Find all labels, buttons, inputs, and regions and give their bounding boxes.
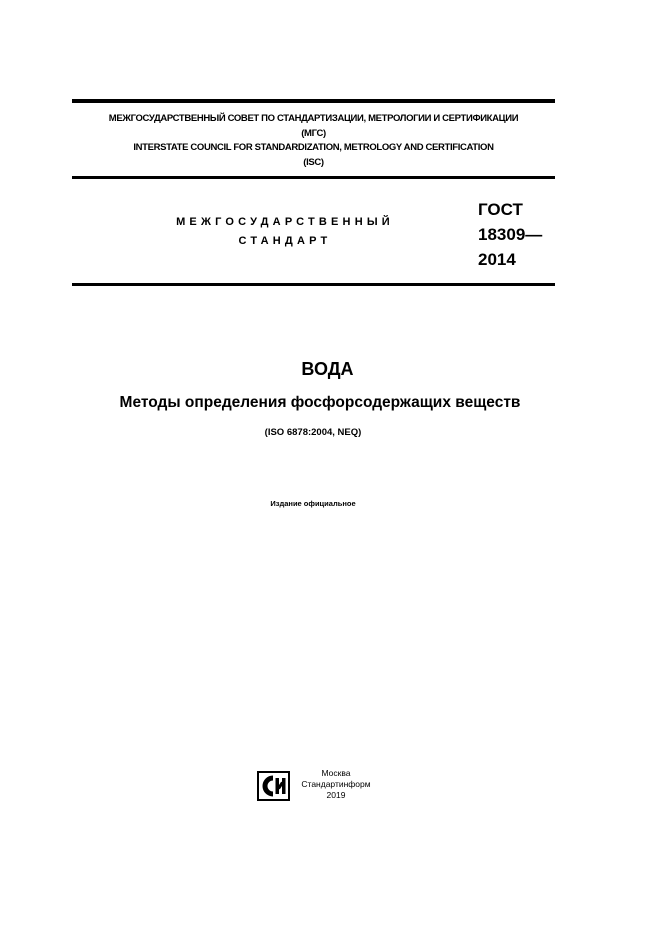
standartinform-logo-icon (257, 771, 290, 801)
standard-type-line-1: МЕЖГОСУДАРСТВЕННЫЙ (176, 216, 394, 228)
council-name-ru: МЕЖГОСУДАРСТВЕННЫЙ СОВЕТ ПО СТАНДАРТИЗАЦИИ, МЕТРОЛОГИИ И СЕРТИФИКАЦИИ (108, 113, 519, 124)
gost-designation (478, 197, 542, 272)
publication-year: 2019 (326, 790, 346, 800)
council-name-en: INTERSTATE COUNCIL FOR STANDARDIZATION, METROLOGY AND CERTIFICATION (133, 142, 494, 153)
edition-note: Издание официальное (270, 499, 356, 508)
document-subtitle: Методы определения фосфорсодержащих веществ (119, 394, 521, 411)
publisher-info (290, 768, 382, 801)
header-middle-rule (72, 176, 555, 179)
gost-prefix: ГОСТ (478, 200, 523, 219)
iso-reference: (ISO 6878:2004, NEQ) (264, 427, 362, 438)
document-title: ВОДА (301, 359, 354, 379)
council-abbr-ru: (МГС) (301, 127, 326, 139)
publisher-name: Стандартинформ (301, 779, 371, 789)
gost-number: 18309— (478, 225, 543, 244)
header-bottom-rule (72, 283, 555, 286)
council-abbr-en: (ISC) (303, 156, 324, 168)
gost-year: 2014 (478, 250, 516, 269)
council-header (72, 112, 555, 170)
standard-type (130, 213, 440, 251)
standard-type-line-2: СТАНДАРТ (238, 235, 332, 247)
header-top-rule (72, 99, 555, 103)
publisher-city: Москва (321, 768, 351, 778)
